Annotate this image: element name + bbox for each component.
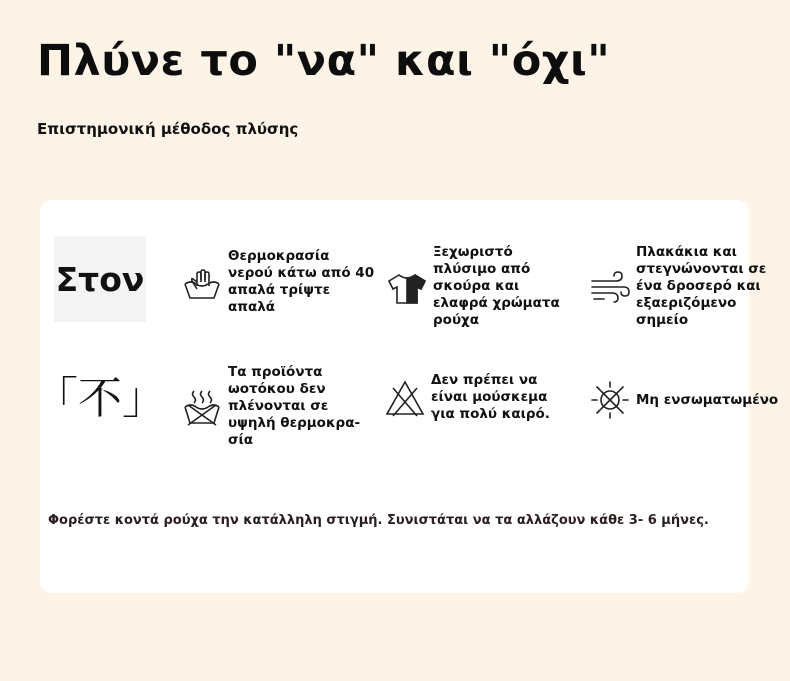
item-line: για πολύ καιρό. <box>431 406 550 422</box>
page-title: Πλύνε το "να" και "όχι" <box>37 36 611 86</box>
care-item-no-sun <box>588 378 778 422</box>
care-item-no-hot-wash <box>180 364 360 449</box>
item-line: Ξεχωριστό <box>433 244 513 260</box>
dont-label: 「不」 <box>34 373 166 424</box>
item-line: σία <box>228 432 254 448</box>
item-line: Θερμοκρασία <box>228 248 330 264</box>
item-line: σημείο <box>636 312 689 328</box>
item-line: απαλά <box>228 299 276 315</box>
page-subtitle: Επιστημονική μέθοδος πλύσης <box>37 120 299 138</box>
item-line: στεγνώνονται σε <box>636 261 767 277</box>
item-line: εξαεριζόμενο <box>636 295 737 311</box>
care-item-dry-cool <box>588 244 766 329</box>
item-line: είναι μούσκεμα <box>431 389 548 405</box>
item-line: σκούρα και <box>433 278 520 294</box>
care-item-no-soak <box>383 372 550 423</box>
care-item-separate-colors <box>385 244 560 329</box>
no-hot-wash-icon <box>180 385 224 429</box>
item-line: ένα δροσερό και <box>636 278 761 294</box>
item-line: ωοτόκου δεν <box>228 381 326 397</box>
item-line: υψηλή θερμοκρα- <box>228 415 361 431</box>
item-line: νερού κάτω από 40 <box>228 265 375 281</box>
wind-dry-icon <box>588 265 632 309</box>
footer-note: Φορέστε κοντά ρούχα την κατάλληλη στιγμή. Συνιστάται να τα αλλάζουν κάθε 3- 6 μήνες. <box>48 513 709 528</box>
item-line: ελαφρά χρώματα <box>433 295 560 311</box>
item-line: πλένονται σε <box>228 398 329 414</box>
item-line: απαλά τρίψτε <box>228 282 331 298</box>
do-label: Στον <box>54 236 146 322</box>
no-bleach-icon <box>383 376 427 420</box>
item-line: Πλακάκια και <box>636 244 737 260</box>
care-instructions-card <box>34 200 779 593</box>
care-item-hand-wash <box>180 248 374 316</box>
tshirt-icon <box>385 265 429 309</box>
hand-wash-icon <box>180 260 224 304</box>
item-line: πλύσιμο από <box>433 261 531 277</box>
item-line: Δεν πρέπει να <box>431 372 538 388</box>
item-line: Τα προϊόντα <box>228 364 323 380</box>
item-line: ρούχα <box>433 312 480 328</box>
item-line: Μη ενσωματωμένο <box>636 391 779 408</box>
no-sun-icon <box>588 378 632 422</box>
